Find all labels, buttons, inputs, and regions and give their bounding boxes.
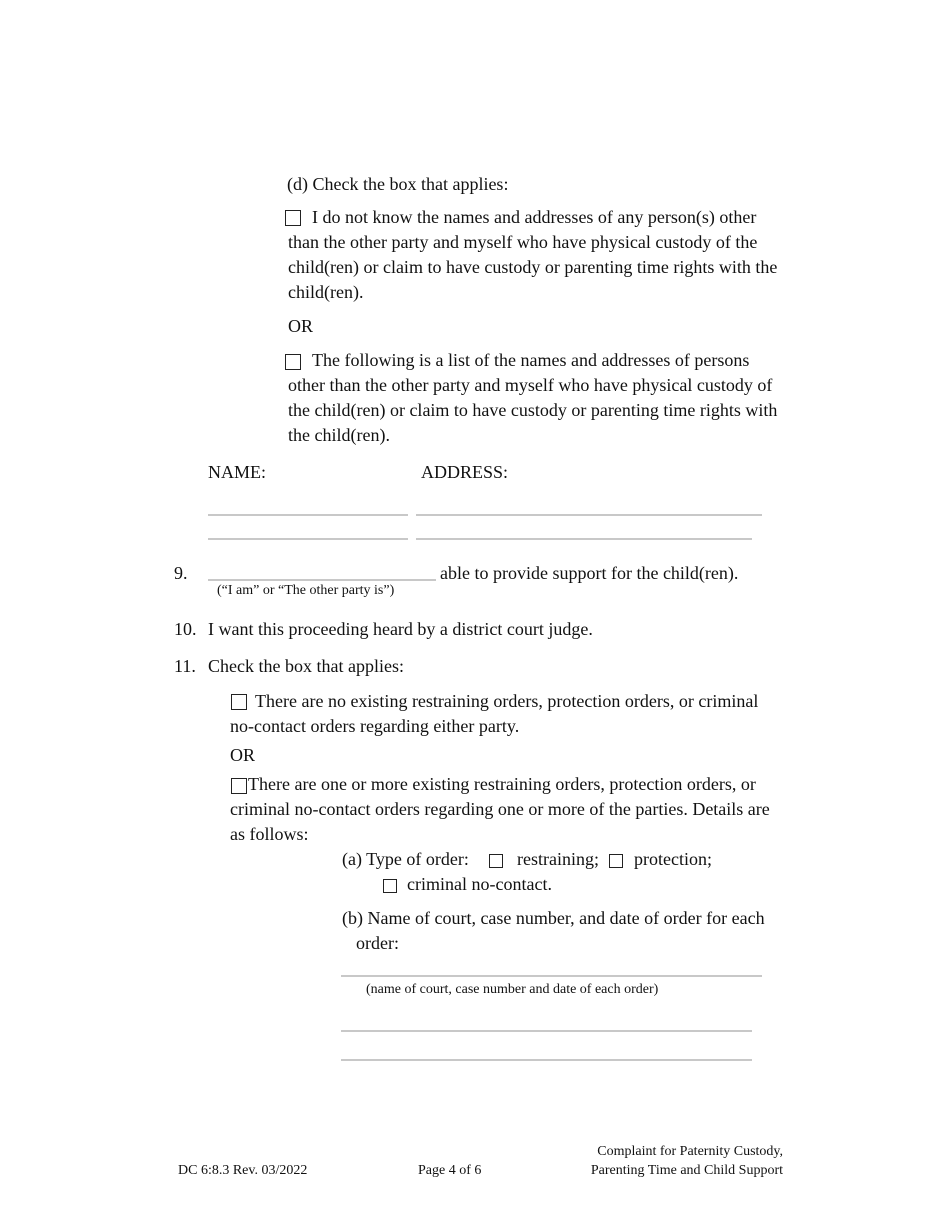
address-line-2[interactable]	[416, 538, 752, 540]
criminal-no-contact-label: criminal no-contact.	[407, 874, 552, 894]
protection-checkbox[interactable]	[609, 854, 623, 868]
name-line-1[interactable]	[208, 514, 408, 516]
restraining-checkbox[interactable]	[489, 854, 503, 868]
item11-heading: Check the box that applies:	[208, 656, 404, 676]
item10-text: I want this proceeding heard by a district court judge.	[208, 619, 593, 639]
section-d-option2-text: The following is a list of the names and addresses of persons other than the other party and myself who have physical custody of the child(ren) or claim to have custody or parenting time rights with the child(ren).	[288, 350, 778, 445]
address-line-1[interactable]	[416, 514, 762, 516]
item9-text: able to provide support for the child(ren).	[440, 563, 739, 583]
footer-page-number: Page 4 of 6	[418, 1163, 482, 1178]
name-column-header: NAME:	[208, 462, 266, 482]
court-details-hint: (name of court, case number and date of each order)	[366, 982, 659, 997]
criminal-no-contact-checkbox[interactable]	[383, 879, 397, 893]
item11-option2-text: There are one or more existing restraining orders, protection orders, or criminal no-contact orders regarding one or more of the parties. Details are as follows:	[230, 774, 770, 844]
restraining-label: restraining;	[517, 849, 599, 869]
item9-party-line[interactable]	[208, 579, 436, 581]
protection-label: protection;	[634, 849, 712, 869]
address-column-header: ADDRESS:	[421, 462, 509, 482]
footer-title-line1: Complaint for Paternity Custody,	[597, 1144, 783, 1159]
section-d-heading: (d) Check the box that applies:	[287, 174, 509, 194]
item10-number: 10.	[174, 619, 197, 639]
item9-hint: (“I am” or “The other party is”)	[217, 583, 395, 598]
item9-number: 9.	[174, 563, 188, 583]
section-d-option1-text: I do not know the names and addresses of any person(s) other than the other party and myself who have physical custody of the child(ren) or claim to have custody or parenting time rights with the child(ren).	[288, 207, 778, 302]
footer-title-line2: Parenting Time and Child Support	[590, 1163, 783, 1178]
footer-form-id: DC 6:8.3 Rev. 03/2022	[178, 1163, 308, 1178]
item11-number: 11.	[174, 656, 196, 676]
item11-or: OR	[230, 745, 256, 765]
court-details-line-3[interactable]	[341, 1059, 752, 1061]
court-details-line-2[interactable]	[341, 1030, 752, 1032]
name-line-2[interactable]	[208, 538, 408, 540]
item11-option1-text: There are no existing restraining orders, protection orders, or criminal no-contact orders regarding either party.	[230, 691, 759, 736]
item11-type-label: (a) Type of order:	[342, 849, 469, 869]
item11-court-details-text: (b) Name of court, case number, and date of order for each order:	[342, 908, 765, 953]
court-details-line-1[interactable]	[341, 975, 762, 977]
section-d-or: OR	[288, 316, 314, 336]
